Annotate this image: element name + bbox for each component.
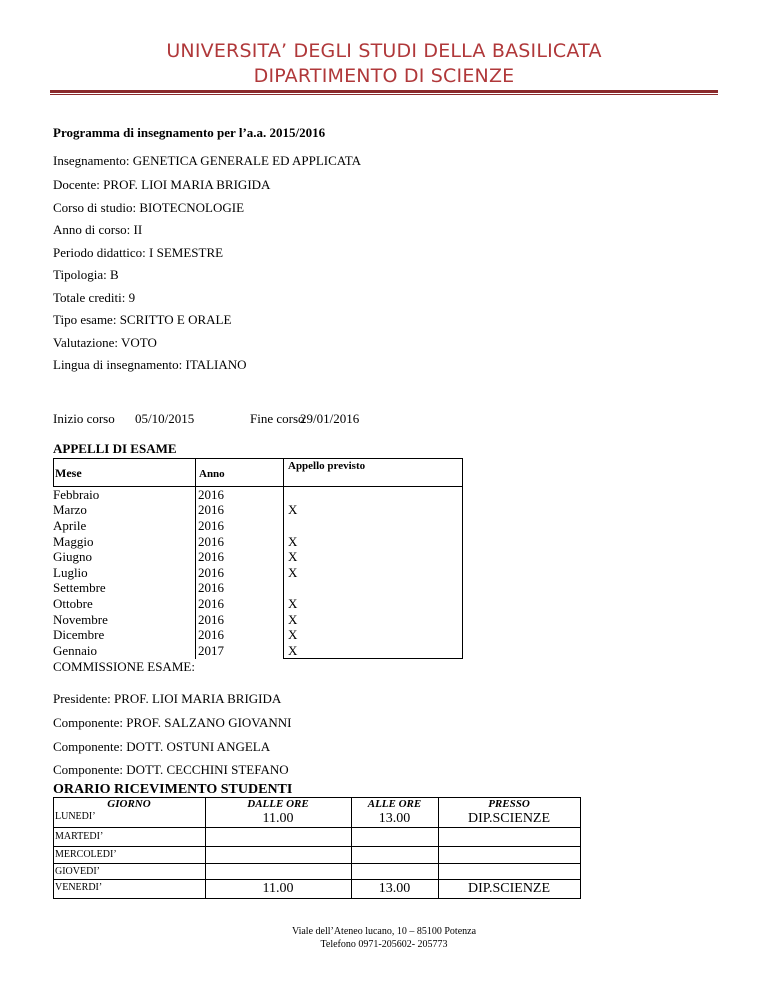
exam-month: Giugno — [53, 549, 92, 564]
exam-planned: X — [288, 612, 298, 627]
to-time: 13.00 — [378, 881, 411, 896]
field-lingua: Lingua di insegnamento: ITALIANO — [53, 357, 247, 372]
exam-planned: X — [288, 643, 298, 658]
exam-year: 2016 — [198, 596, 224, 611]
exam-month: Marzo — [53, 502, 87, 517]
col-alle-ore: ALLE ORE — [367, 798, 422, 810]
exam-month: Aprile — [53, 518, 87, 533]
day-label: VENERDI’ — [55, 882, 103, 893]
start-date: 05/10/2015 — [135, 411, 195, 426]
exam-year: 2016 — [198, 502, 224, 517]
footer-address: Viale dell’Ateneo lucano, 10 – 85100 Potenza — [291, 926, 477, 937]
exam-year: 2016 — [198, 627, 224, 642]
commission-member: Componente: DOTT. CECCHINI STEFANO — [53, 762, 289, 777]
col-planned: Appello previsto — [288, 460, 366, 472]
exam-year: 2017 — [198, 643, 224, 658]
exam-year: 2016 — [198, 580, 224, 595]
exam-table — [53, 458, 463, 659]
exam-planned: X — [288, 549, 298, 564]
field-corso-di-studio: Corso di studio: BIOTECNOLOGIE — [53, 200, 245, 215]
commission-member: Componente: PROF. SALZANO GIOVANNI — [53, 715, 292, 730]
program-title: Programma di insegnamento per l’a.a. 2015/2016 — [53, 125, 326, 140]
location: DIP.SCIENZE — [467, 811, 551, 826]
exam-planned: X — [288, 534, 298, 549]
exam-planned: X — [288, 502, 298, 517]
exam-month: Novembre — [53, 612, 108, 627]
exam-year: 2016 — [198, 487, 224, 502]
field-docente: Docente: PROF. LIOI MARIA BRIGIDA — [53, 177, 271, 192]
field-periodo-didattico: Periodo didattico: I SEMESTRE — [53, 245, 224, 260]
exam-month: Maggio — [53, 534, 94, 549]
exam-year: 2016 — [198, 565, 224, 580]
office-hours-table — [53, 797, 581, 899]
day-label: MERCOLEDI’ — [55, 849, 117, 860]
university-name: UNIVERSITA’ DEGLI STUDI DELLA BASILICATA — [166, 40, 602, 62]
field-valutazione: Valutazione: VOTO — [53, 335, 157, 350]
department-name: DIPARTIMENTO DI SCIENZE — [253, 65, 515, 87]
field-tipologia: Tipologia: B — [53, 267, 119, 282]
col-dalle-ore: DALLE ORE — [247, 798, 309, 810]
exam-planned: X — [288, 565, 298, 580]
exam-month: Ottobre — [53, 596, 93, 611]
col-presso: PRESSO — [488, 798, 530, 810]
header-rule-thin — [50, 94, 718, 95]
footer-phone: Telefono 0971-205602- 205773 — [320, 939, 448, 950]
col-year: Anno — [199, 468, 225, 480]
commission-member: Presidente: PROF. LIOI MARIA BRIGIDA — [53, 691, 282, 706]
exam-month: Luglio — [53, 565, 88, 580]
exam-section-title: APPELLI DI ESAME — [53, 441, 177, 456]
exam-year: 2016 — [198, 518, 224, 533]
field-totale-crediti: Totale crediti: 9 — [53, 290, 136, 305]
exam-month: Dicembre — [53, 627, 105, 642]
col-month: Mese — [55, 466, 82, 480]
commission-title: COMMISSIONE ESAME: — [53, 659, 195, 674]
header-rule — [50, 90, 718, 93]
field-anno-di-corso: Anno di corso: II — [53, 222, 143, 237]
office-hours-title: ORARIO RICEVIMENTO STUDENTI — [53, 782, 293, 797]
field-tipo-esame: Tipo esame: SCRITTO E ORALE — [53, 312, 232, 327]
commission-member: Componente: DOTT. OSTUNI ANGELA — [53, 739, 271, 754]
exam-planned: X — [288, 627, 298, 642]
to-time: 13.00 — [378, 811, 411, 826]
exam-planned: X — [288, 596, 298, 611]
exam-month: Febbraio — [53, 487, 100, 502]
exam-year: 2016 — [198, 612, 224, 627]
exam-year: 2016 — [198, 534, 224, 549]
from-time: 11.00 — [262, 811, 294, 826]
exam-month: Settembre — [53, 580, 106, 595]
day-label: GIOVEDI’ — [55, 866, 100, 877]
day-label: LUNEDI’ — [55, 811, 96, 822]
col-giorno: GIORNO — [107, 798, 151, 810]
location: DIP.SCIENZE — [467, 881, 551, 896]
field-insegnamento: Insegnamento: GENETICA GENERALE ED APPLICATA — [53, 153, 362, 168]
exam-month: Gennaio — [53, 643, 98, 658]
day-label: MARTEDI’ — [55, 831, 104, 842]
exam-year: 2016 — [198, 549, 224, 564]
from-time: 11.00 — [262, 881, 294, 896]
end-label: Fine corso — [250, 411, 305, 426]
end-date: 29/01/2016 — [300, 411, 360, 426]
start-label: Inizio corso — [53, 411, 115, 426]
